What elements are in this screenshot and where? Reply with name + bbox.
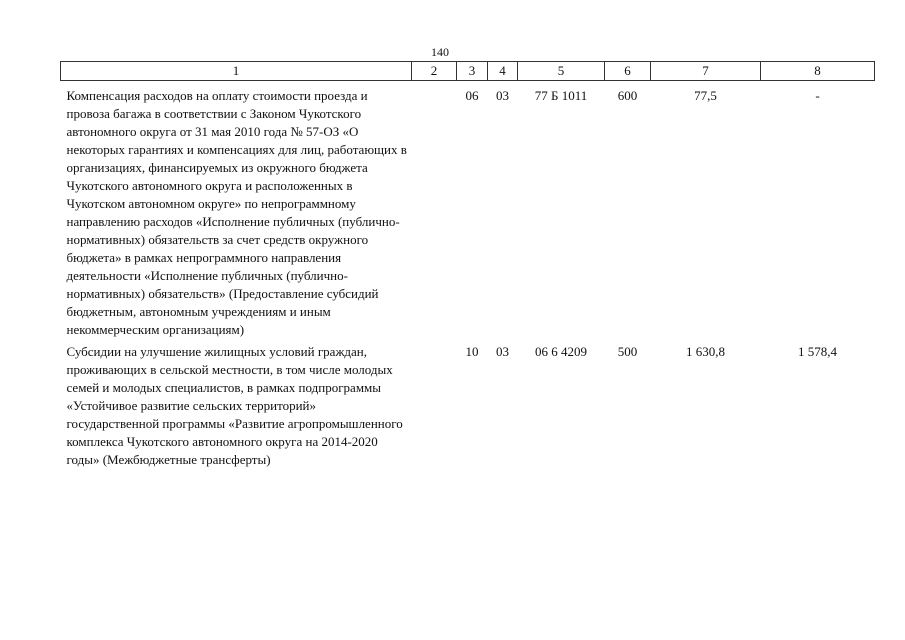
header-col-5: 5 [518,62,605,81]
row-col-3: 06 [465,88,479,103]
row-col-4: 03 [496,344,509,359]
page-number: 140 [431,45,449,59]
row-col-6: 600 [617,88,638,103]
header-col-7: 7 [651,62,761,81]
header-col-3: 3 [457,62,488,81]
row-col-8: 1 578,4 [798,344,837,359]
row-col-6: 500 [617,344,638,359]
row-description: Компенсация расходов на оплату стоимости проезда и провоза багажа в соответствии с Законом Чукотского автономного округа от 31 мая 2010 года № 57-ОЗ «О некоторых гарантиях и компенсациях для лиц, работающих в организациях, финансируемых из окружного бюджета Чукотского автономного округа и расположенных в Чукотском автономном округе» по непрограммному направлению расходов «Исполнение публичных (публично-нормативных) обязательств за счет средств окружного бюджета» в рамках непрограммного направления деятельности «Исполнение публичных (публично-нормативных) обязательств» (Предоставление субсидий бюджетным, автономным учреждениям и иным некоммерческим организациям) [66,88,407,337]
table-row [61,343,875,469]
table-header [61,62,875,81]
header-col-6: 6 [605,62,651,81]
row-col-2 [412,343,457,469]
budget-table [60,61,875,469]
table-body [61,81,875,470]
row-col-4: 03 [496,88,509,103]
row-col-5: 06 6 4209 [535,344,587,359]
row-col-7: 77,5 [694,88,717,103]
row-description: Субсидии на улучшение жилищных условий граждан, проживающих в сельской местности, в том числе молодых семей и молодых специалистов, в рамках подпрограммы «Устойчивое развитие сельских территорий» государственной программы «Развитие агропромышленного комплекса Чукотского автономного округа на 2014-2020 годы» (Межбюджетные трансферты) [66,344,403,467]
header-col-2: 2 [412,62,457,81]
header-col-4: 4 [488,62,518,81]
table-row [61,81,875,344]
row-col-3: 10 [465,344,479,359]
row-col-7: 1 630,8 [686,344,725,359]
row-col-2 [412,81,457,344]
header-col-8: 8 [761,62,875,81]
row-col-5: 77 Б 1011 [534,88,588,103]
row-col-8: - [815,88,820,103]
header-row [61,62,875,81]
header-col-1: 1 [61,62,412,81]
